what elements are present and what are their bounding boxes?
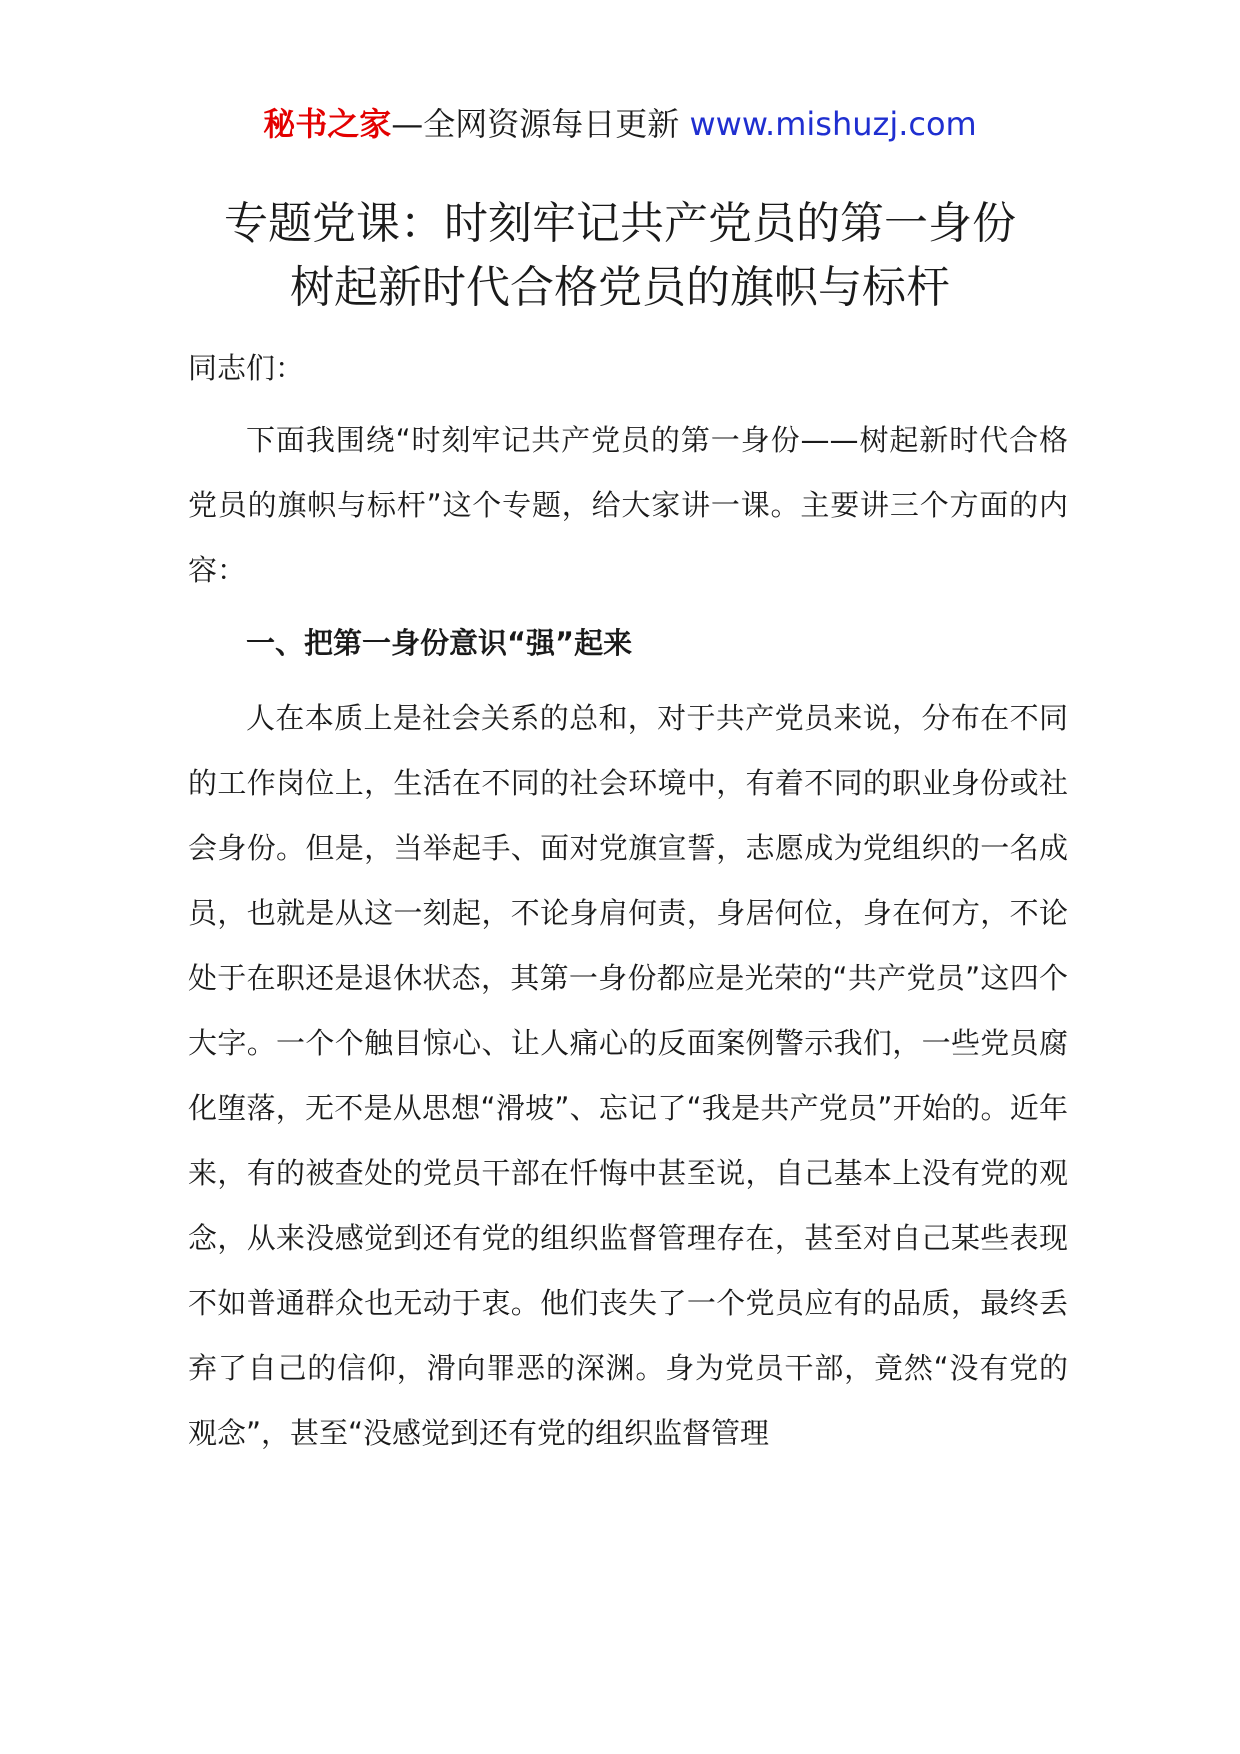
document-title: [0, 192, 1240, 320]
intro-paragraph: 下面我围绕“时刻牢记共产党员的第一身份——树起新时代合格党员的旗帜与标杆”这个专题，给大家讲一课。主要讲三个方面的内容：: [188, 423, 1068, 587]
site-header: [0, 100, 1240, 148]
greeting: 同志们：: [188, 351, 305, 385]
section-heading-1: 一、把第一身份意识“强”起来: [246, 626, 633, 660]
section-1-paragraph: 人在本质上是社会关系的总和，对于共产党员来说，分布在不同的工作岗位上，生活在不同的社会环境中，有着不同的职业身份或社会身份。但是，当举起手、面对党旗宣誓，志愿成为党组织的一名成员，也就是从这一刻起，不论身肩何责，身居何位，身在何方，不论处于在职还是退休状态，其第一身份都应是光荣的“共产党员”这四个大字。一个个触目惊心、让人痛心的反面案例警示我们，一些党员腐化堕落，无不是从思想“滑坡”、忘记了“我是共产党员”开始的。近年来，有的被查处的党员干部在忏悔中甚至说，自己基本上没有党的观念，从来没感觉到还有党的组织监督管理存在，甚至对自己某些表现不如普通群众也无动于衷。他们丧失了一个党员应有的品质，最终丢弃了自己的信仰，滑向罪恶的深渊。身为党员干部，竟然“没有党的观念”，甚至“没感觉到还有党的组织监督管理: [188, 701, 1068, 1450]
document-body: [188, 340, 1068, 1474]
site-brand: 秘书之家: [263, 105, 392, 143]
title-line-1: 专题党课：时刻牢记共产党员的第一身份: [224, 198, 1016, 249]
title-line-2: 树起新时代合格党员的旗帜与标杆: [290, 262, 950, 313]
site-slogan: —全网资源每日更新: [391, 105, 680, 143]
site-url: www.mishuzj.com: [689, 105, 977, 143]
